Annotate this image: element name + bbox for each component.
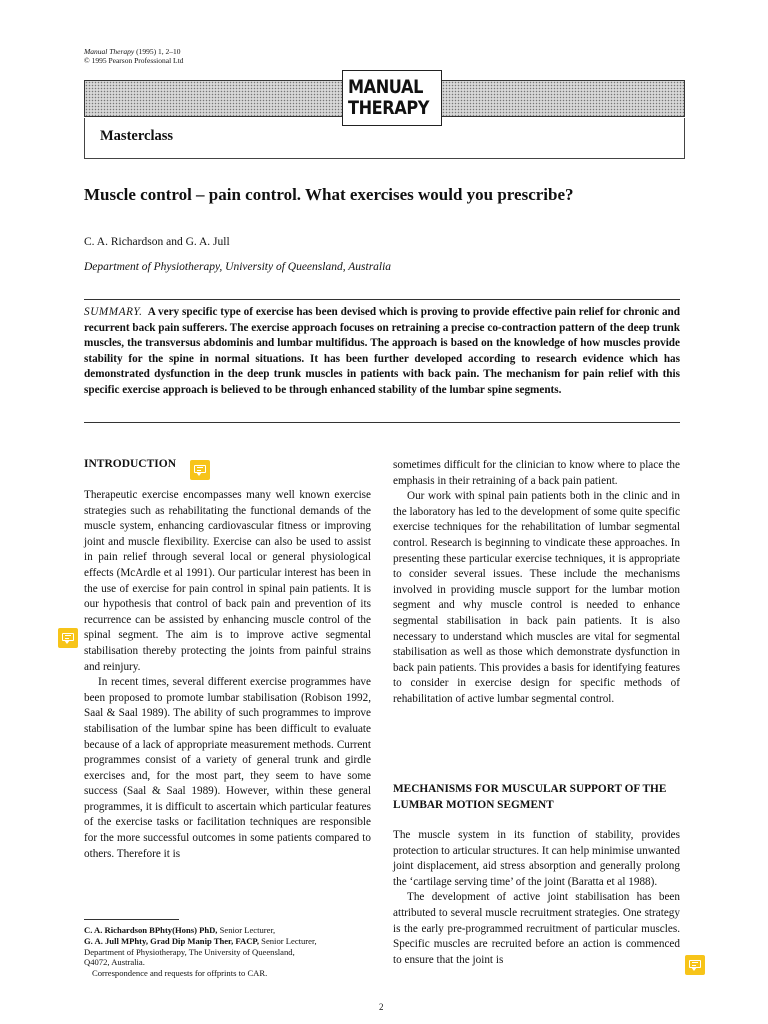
journal-logo <box>342 70 442 126</box>
summary-abstract <box>84 305 680 398</box>
logo-line-1: MANUAL <box>348 76 423 98</box>
mechanisms-paragraph-2: The development of active joint stabilisation has been attributed to several muscle recruitment strategies. One strategy is the early pre-programmed recruitment of particular muscles. Specific muscles are recruited before an action is commenced to ensure that the joint is <box>393 891 680 966</box>
footnote-author-2-role: Senior Lecturer, <box>259 935 317 946</box>
mechanisms-paragraph-1: The muscle system in its function of stability, provides protection to articular structures. It can help minimise unwanted joint displacement, aid stress absorption and generally prolong the ‘cartilage serving time’ of the joint (Baratta et al 1988). <box>393 829 680 888</box>
citation-journal: Manual Therapy <box>84 47 135 56</box>
footnote-department: Department of Physiotherapy, The University of Queensland, <box>84 946 295 957</box>
footnote-correspondence: Correspondence and requests for offprints to CAR. <box>92 968 268 979</box>
copyright-line: © 1995 Pearson Professional Ltd <box>84 56 184 65</box>
article-authors: C. A. Richardson and G. A. Jull <box>84 236 230 248</box>
summary-bottom-rule <box>84 422 680 423</box>
comment-note-icon[interactable] <box>685 955 705 975</box>
summary-label: SUMMARY. <box>84 306 143 318</box>
summary-top-rule <box>84 299 680 300</box>
footnote-rule <box>84 919 179 920</box>
author-affiliation: Department of Physiotherapy, University of Queensland, Australia <box>84 261 392 273</box>
left-column <box>84 488 371 862</box>
footnote-author-1-role: Senior Lecturer, <box>217 925 276 935</box>
intro-paragraph-4: Our work with spinal pain patients both in the clinic and in the laboratory has led to the development of some quite specific exercise techniques for the rehabilitation of lumbar segmental control. Research is beginning to vindicate these approaches. In presenting these particular exercise techniques, it is appropriate to consider several issues. These include the mechanisms involved in providing muscle support for the lumbar motion segment and why muscle control is needed to enhance segmental stabilisation in back pain patients. It is also necessary to understand which muscles are vital for segmental stabilisation as well as those which demonstrate dysfunction in back pain patients. This provides a basis for identifying features to consider in exercise design for specific methods of rehabilitation of active lumbar segmental control. <box>393 490 680 705</box>
mechanisms-body <box>393 828 680 968</box>
comment-note-icon[interactable] <box>190 460 210 480</box>
introduction-heading: INTRODUCTION <box>84 458 177 470</box>
article-title: Muscle control – pain control. What exercises would you prescribe? <box>84 185 574 204</box>
summary-text: A very specific type of exercise has been devised which is proving to provide effective pain relief for chronic and recurrent back pain sufferers. The exercise approach focuses on retraining a precise co-contraction pattern of the deep trunk muscles, the transversus abdominis and lumbar multifidus. The approach is based on the knowledge of how muscles provide stability for the spine in normal situations. It has been further developed according to research evidence which has demonstrated dysfunction in the deep trunk muscles in patients with back pain. The mechanism for pain relief with this specific exercise approach is believed to be through enhanced stability of the lumbar spine segments. <box>84 306 680 396</box>
journal-citation <box>84 47 183 65</box>
logo-line-2: THERAPY <box>348 97 430 119</box>
author-footnote <box>84 925 374 979</box>
intro-paragraph-1: Therapeutic exercise encompasses many well known exercise strategies such as rehabilitating the functional demands of the muscle system, enhancing cardiovascular fitness or improving joint and muscle flexibility. Exercise can also be used to assist in pain relief through several local or general physiological effects (McArdle et al 1991). Our particular interest has been in the use of exercise for pain control in spinal pain patients. It is our hypothesis that control of back pain and prevention of its recurrence can be assisted by enhancing muscle control of the spinal segment. The aim is to improve active segmental stabilisation thereby protecting the joints from painful strains and reinjury. <box>84 489 371 673</box>
right-column <box>393 458 680 708</box>
masthead <box>84 70 683 160</box>
mechanisms-heading: MECHANISMS FOR MUSCULAR SUPPORT OF THE LUMBAR MOTION SEGMENT <box>393 783 667 811</box>
footnote-postcode: Q4072, Australia. <box>84 957 145 968</box>
intro-paragraph-2: In recent times, several different exercise programmes have been proposed to promote lumbar stabilisation (Robison 1992, Saal & Saal 1989). The ability of such programmes to improve stabilisation of the lumbar spine has been difficult to evaluate because of a lack of appropriate measurement methods. Current programmes consist of a variety of general trunk and girdle exercises and, for the most part, they seem to have some success (Saal & Saal 1989). However, within these general programmes, it is difficult to ascertain which particular features of the exercise tasks or facilitation techniques are responsible for the more successful outcomes in some patients compared to others. Therefore it is <box>84 676 371 860</box>
footnote-author-1: C. A. Richardson BPhty(Hons) PhD, <box>84 925 218 935</box>
citation-volume: (1995) 1, 2–10 <box>134 47 181 56</box>
intro-paragraph-3: sometimes difficult for the clinician to know where to place the emphasis in their retraining of a back pain patient. <box>393 459 680 487</box>
section-label: Masterclass <box>100 128 174 144</box>
comment-note-icon[interactable] <box>58 628 78 648</box>
page-number: 2 <box>379 1002 384 1012</box>
footnote-author-2: G. A. Jull MPhty, Grad Dip Manip Ther, FACP, <box>84 935 260 946</box>
